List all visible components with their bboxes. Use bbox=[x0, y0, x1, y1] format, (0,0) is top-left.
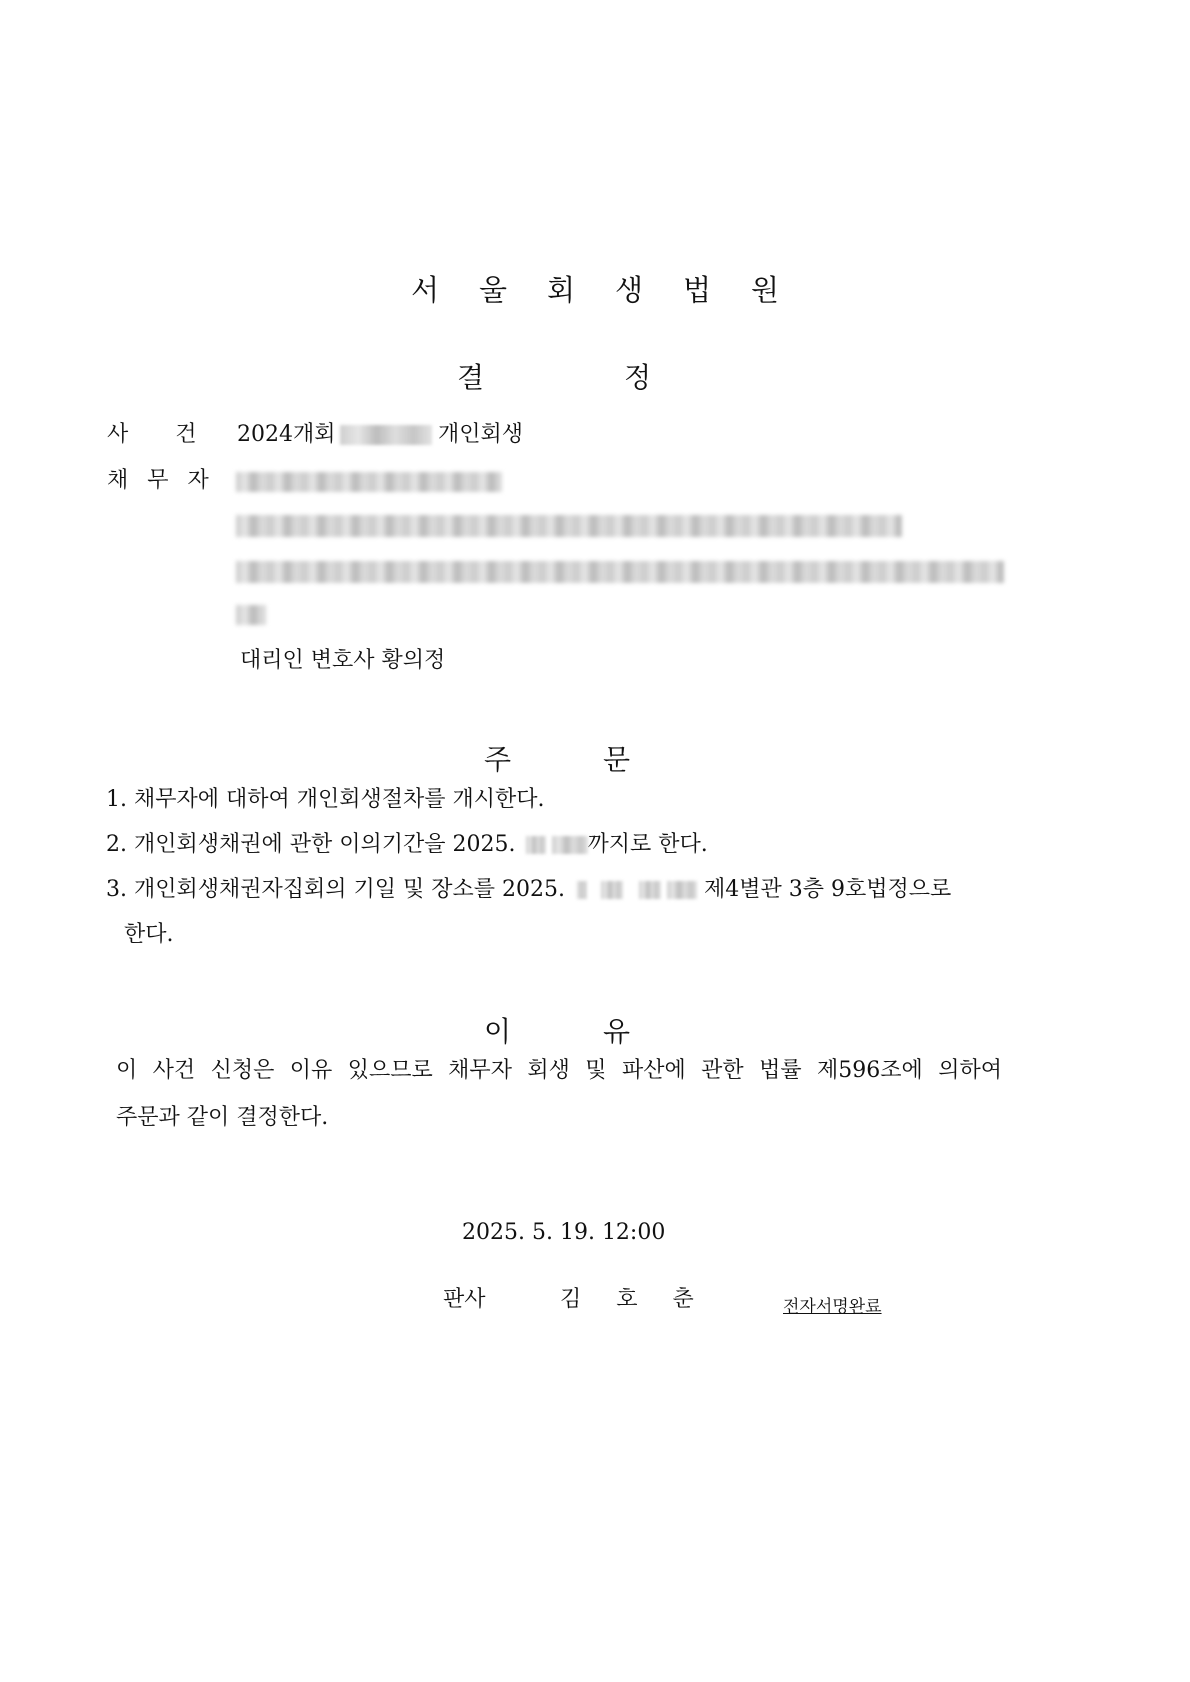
order-item-2-num: 2. bbox=[106, 832, 127, 857]
order-item-2 bbox=[106, 834, 708, 856]
redacted-debtor-name bbox=[236, 472, 502, 492]
signature-status: 전자서명완료 bbox=[783, 1297, 882, 1317]
redacted-time-part bbox=[667, 881, 697, 899]
case-number bbox=[237, 424, 432, 446]
order-item-3-num: 3. bbox=[106, 877, 127, 902]
redacted-debtor-address-line2 bbox=[236, 561, 1004, 583]
order-item-1-num: 1. bbox=[106, 787, 127, 812]
order-item-1-text: 채무자에 대하여 개인회생절차를 개시한다. bbox=[134, 787, 545, 812]
case-number-prefix: 2024개회 bbox=[237, 422, 336, 447]
case-type: 개인회생 bbox=[438, 422, 524, 447]
debtor-label: 채 무 자 bbox=[107, 468, 215, 493]
redacted-date-part bbox=[601, 881, 623, 899]
doc-title-left: 결 bbox=[457, 361, 485, 394]
court-name: 서울회생법원 bbox=[410, 273, 820, 307]
case-label: 사 건 bbox=[107, 422, 217, 447]
order-title-left: 주 bbox=[484, 743, 512, 776]
order-title-right: 문 bbox=[603, 743, 631, 776]
redacted-date-part bbox=[526, 836, 546, 854]
order-item-1 bbox=[106, 789, 545, 811]
order-item-3-text-after: 제4별관 3층 9호법정으로 bbox=[704, 877, 952, 902]
reason-title-right: 유 bbox=[603, 1015, 631, 1048]
judge-name: 김 호 춘 bbox=[560, 1287, 708, 1312]
redacted-time-part bbox=[639, 881, 661, 899]
reason-line-1: 이 사건 신청은 이유 있으므로 채무자 회생 및 파산에 관한 법률 제596조에 의하여 bbox=[116, 1058, 1002, 1083]
debtor-agent: 대리인 변호사 황의정 bbox=[240, 648, 446, 673]
redacted-debtor-address-line1 bbox=[236, 515, 902, 537]
redacted-date-part bbox=[552, 836, 588, 854]
order-item-3-text-before: 개인회생채권자집회의 기일 및 장소를 2025. bbox=[134, 877, 565, 902]
judge-title: 판사 bbox=[443, 1287, 486, 1312]
reason-title-left: 이 bbox=[484, 1015, 512, 1048]
reason-line-2: 주문과 같이 결정한다. bbox=[116, 1105, 329, 1130]
order-item-2-text-before: 개인회생채권에 관한 이의기간을 2025. bbox=[134, 832, 516, 857]
doc-title-right: 정 bbox=[624, 361, 652, 394]
order-item-3-continuation: 한다. bbox=[124, 922, 174, 947]
decision-date: 2025. 5. 19. 12:00 bbox=[462, 1220, 666, 1245]
redacted-date-part bbox=[577, 881, 587, 899]
order-item-2-text-after: 까지로 한다. bbox=[587, 832, 708, 857]
redacted-debtor-address-line3 bbox=[236, 605, 266, 625]
order-item-3 bbox=[106, 879, 951, 901]
redacted-case-number bbox=[340, 425, 432, 445]
